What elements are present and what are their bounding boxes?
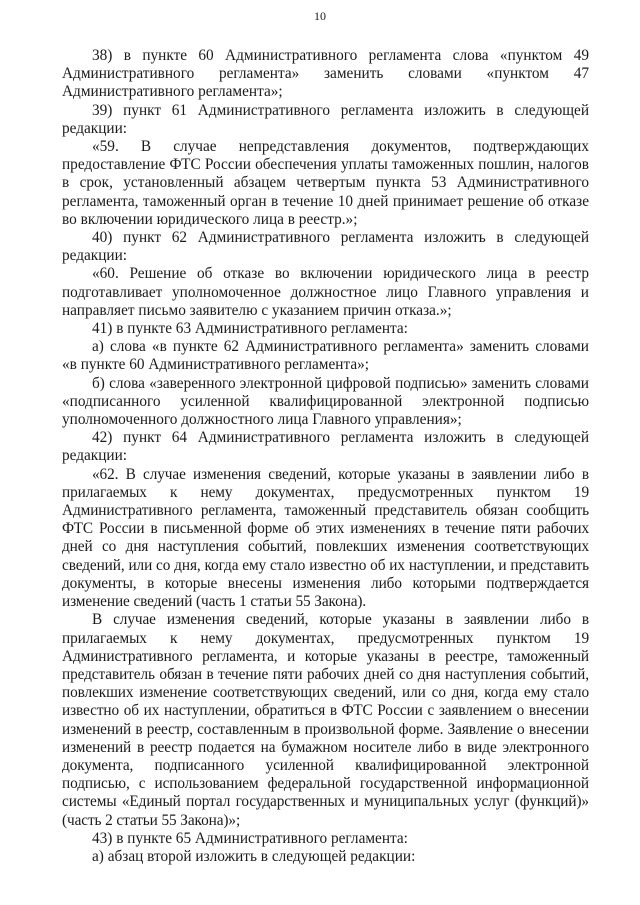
paragraph-quote-59: «59. В случае непредставления документов, подтверждающих предоставление ФТС России обеспечения уплаты таможенных пошлин, налогов в срок, установленный абзацем четвертым пункта 53 Административного регламента, таможенный орган в течение 10 дней принимает решение об отказе во включении юридического лица в реестр.»; <box>62 138 589 228</box>
paragraph-quote-62: «62. В случае изменения сведений, которые указаны в заявлении либо в прилагаемых к нему документах, предусмотренных пунктом 19 Административного регламента, таможенный представитель обязан сообщить ФТС России в письменной форме об этих изменениях в течение пяти рабочих дней со дня наступления событий, повлекших изменения соответствующих сведений, или со дня, когда ему стало известно об их наступлении, и представить документы, в которые внесены изменения либо которыми подтверждается изменение сведений (часть 1 статьи 55 Закона). <box>62 465 589 611</box>
page-number: 10 <box>314 9 326 23</box>
paragraph-item-41a: а) слова «в пункте 62 Административного регламента» заменить словами «в пункте 60 Административного регламента»; <box>62 338 589 374</box>
document-body <box>62 47 589 866</box>
paragraph-item-40: 40) пункт 62 Административного регламента изложить в следующей редакции: <box>62 229 589 265</box>
paragraph-item-41b: б) слова «заверенного электронной цифровой подписью» заменить словами «подписанного усиленной квалифицированной электронной подписью уполномоченного должностного лица Главного управления»; <box>62 374 589 429</box>
paragraph-quote-60: «60. Решение об отказе во включении юридического лица в реестр подготавливает уполномоченное должностное лицо Главного управления и направляет письмо заявителю с указанием причин отказа.»; <box>62 265 589 319</box>
paragraph-item-43: 43) в пункте 65 Административного регламента: <box>92 829 408 847</box>
paragraph-item-41: 41) в пункте 63 Административного регламента: <box>92 320 408 338</box>
paragraph-quote-62-continued: В случае изменения сведений, которые указаны в заявлении либо в прилагаемых к нему документах, предусмотренных пунктом 19 Административного регламента, и которые указаны в реестре, таможенный представитель обязан в течение пяти рабочих дней со дня наступления событий, повлекших изменение соответствующих сведений, или со дня, когда ему стало известно об их наступлении, обратиться в ФТС России с заявлением о внесении изменений в реестр, составленным в произвольной форме. Заявление о внесении изменений в реестр подается на бумажном носителе либо в виде электронного документа, подписанного усиленной квалифицированной электронной подписью, с использованием федеральной государственной информационной системы «Единый портал государственных и муниципальных услуг (функций)» (часть 2 статьи 55 Закона)»; <box>62 611 589 829</box>
paragraph-item-43a: а) абзац второй изложить в следующей редакции: <box>92 847 416 865</box>
paragraph-item-39: 39) пункт 61 Административного регламента изложить в следующей редакции: <box>62 101 589 137</box>
paragraph-item-42: 42) пункт 64 Административного регламента изложить в следующей редакции: <box>62 429 589 465</box>
paragraph-item-38: 38) в пункте 60 Административного регламента слова «пунктом 49 Административного регламента» заменить словами «пунктом 47 Административного регламента»; <box>62 47 589 101</box>
